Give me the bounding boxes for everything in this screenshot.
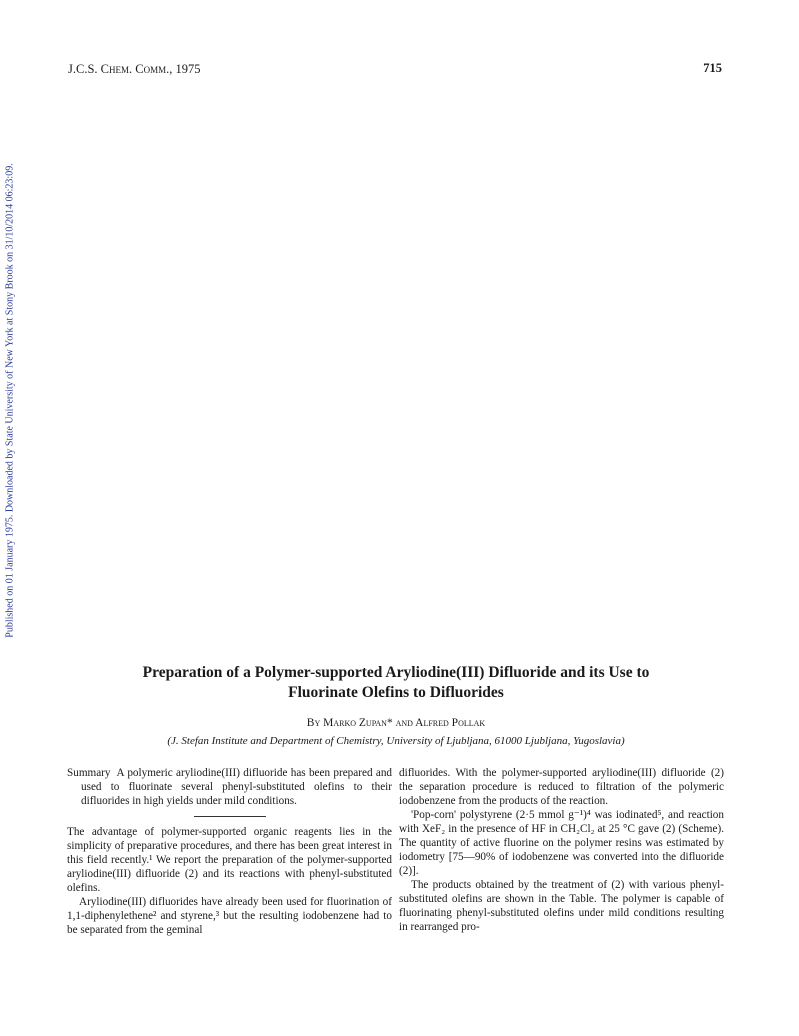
- paragraph-intro: The advantage of polymer-supported organic reagents lies in the simplicity of preparative procedures, and there has been great interest in this field recently.¹ We report the preparation of the polymer-supported aryliodine(III) difluoride (2) and its reactions with phenyl-substituted olefins.: [67, 826, 392, 894]
- right-column: [399, 766, 724, 934]
- paragraph-popcorn: 'Pop-corn' polystyrene (2·5 mmol g⁻¹)⁴ was iodinated⁵, and reaction with XeF₂ in the presence of HF in CH₂Cl₂ at 25 °C gave (2) (Scheme). The quantity of active fluorine on the polymer resins was estimated by iodometry [75—90% of iodobenzene was converted into the difluoride (2)].: [399, 809, 724, 877]
- paragraph-products: The products obtained by the treatment of (2) with various phenyl-substituted olefins are shown in the Table. The polymer is capable of fluorinating phenyl-substituted olefins under mild conditions resulting in rearranged pro-: [399, 879, 724, 933]
- download-notice: [3, 145, 17, 655]
- article-title: [60, 663, 732, 703]
- left-column: [67, 766, 392, 937]
- page-number: 715: [703, 61, 722, 75]
- download-notice-text: Published on 01 January 1975. Downloaded by State University of New York at Stony Brook on 31/10/2014 06:23:09.: [4, 162, 16, 638]
- section-divider: [194, 816, 266, 817]
- author-line: By Marko Zupan* and Alfred Pollak: [306, 717, 486, 729]
- summary-label: Summary: [67, 767, 111, 779]
- summary-text: A polymeric aryliodine(III) difluoride has been prepared and used to fluorinate several phenyl-substituted olefins to their difluorides in high yields under mild conditions.: [81, 767, 393, 807]
- journal-running-head: J.C.S. Chem. Comm., 1975: [68, 62, 201, 76]
- title-line-1: Preparation of a Polymer-supported Aryliodine(III) Difluoride and its Use to: [142, 664, 650, 681]
- summary-block: [67, 766, 392, 808]
- title-line-2: Fluorinate Olefins to Difluorides: [288, 684, 504, 701]
- paragraph-aryliodine: Aryliodine(III) difluorides have already been used for fluorination of 1,1-diphenylethene² and styrene,³ but the resulting iodobenzene had to be separated from the geminal: [67, 896, 392, 936]
- affiliation: (J. Stefan Institute and Department of Chemistry, University of Ljubljana, 61000 Ljubljana, Yugoslavia): [167, 735, 625, 747]
- paragraph-difluorides: difluorides. With the polymer-supported aryliodine(III) difluoride (2) the separation procedure is reduced to filtration of the polymeric iodobenzene from the products of the reaction.: [399, 767, 724, 807]
